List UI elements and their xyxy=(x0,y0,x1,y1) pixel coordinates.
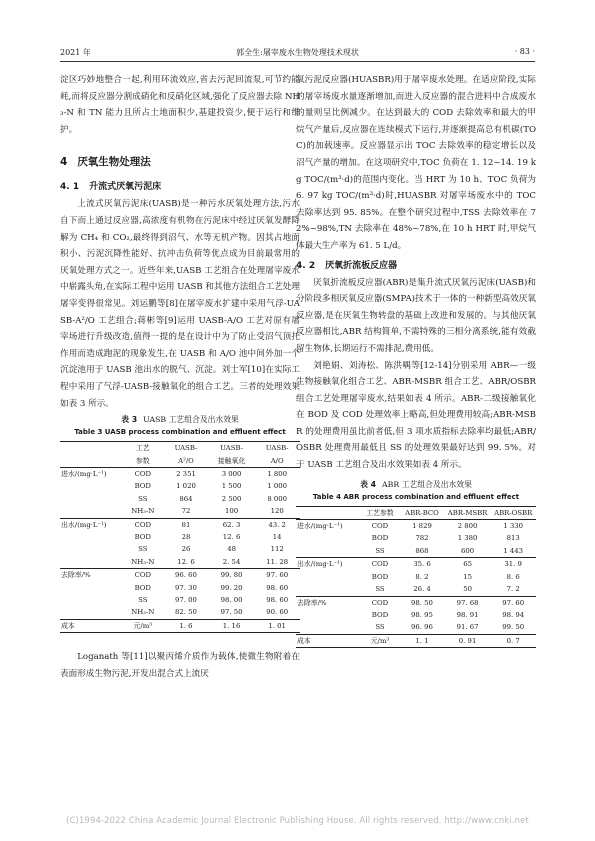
value-cell: 97. 50 xyxy=(220,608,243,617)
value-cell: 3 000 xyxy=(221,469,242,478)
table4-title: ABR 工艺组合及出水效果 xyxy=(382,479,472,489)
row-group-label: 出水/(mg·L⁻¹) xyxy=(60,518,122,531)
header-title: 郭全生:屠宰废水生物处理技术现状 xyxy=(236,48,359,57)
value-cell: 96. 60 xyxy=(163,569,209,582)
param-cell: BOD xyxy=(134,532,151,541)
value-cell: 35. 6 xyxy=(399,558,445,571)
table-row xyxy=(60,518,300,531)
value-cell: 91. 67 xyxy=(456,623,479,632)
row-group-blank xyxy=(60,505,122,518)
value-cell: 2 800 xyxy=(457,522,478,531)
row-group-blank xyxy=(60,594,122,606)
table-row xyxy=(60,569,300,582)
header-rule xyxy=(60,61,535,62)
table-row xyxy=(296,621,536,634)
header-blank-cell xyxy=(60,442,122,468)
row-group-blank xyxy=(296,583,361,596)
param-cell: COD xyxy=(134,469,152,478)
value-cell: 98. 00 xyxy=(220,595,243,604)
param-cell: COD xyxy=(122,569,163,582)
paragraph-abr: 厌氧折流板反应器(ABR)是集升流式厌氧污泥床(UASB)和分阶段多相厌氧反应器(SMPA)技术于一体的一种新型高效厌氧反应器,是在厌氧生物转盘的基础上改进和发展的。与其他厌氧反应器相比,ABR 结构简单,不需特殊的三相分离系统,能有效截留生物体,长期运行不需排泥,费用低。 xyxy=(296,277,536,354)
running-header xyxy=(60,47,535,61)
value-cell: 98. 95 xyxy=(411,610,433,619)
header-process-cell: ABR-MSBR xyxy=(445,506,491,519)
left-column xyxy=(60,72,300,682)
row-group-blank xyxy=(60,582,122,594)
param-cell: NH₃-N xyxy=(131,507,155,516)
row-group-blank xyxy=(296,532,361,544)
param-cell: COD xyxy=(371,522,389,531)
value-cell: 1 443 xyxy=(503,546,524,555)
value-cell: 98. 94 xyxy=(502,610,525,619)
param-cell: SS xyxy=(375,585,385,594)
table-row xyxy=(296,596,536,609)
table-row xyxy=(296,558,536,571)
value-cell: 1. 16 xyxy=(209,619,255,632)
subsection-number: 4. 1 xyxy=(60,182,80,193)
value-cell: 62. 3 xyxy=(209,518,255,531)
value-cell: 1. 6 xyxy=(163,619,209,632)
value-cell: 82. 50 xyxy=(175,608,197,617)
value-cell: 72 xyxy=(181,507,191,516)
param-cell: BOD xyxy=(134,482,151,491)
value-cell: 98. 50 xyxy=(399,596,445,609)
header-process-cell: ABR-OSBR xyxy=(490,506,536,519)
subsection-title: 厌氧折流板反应器 xyxy=(325,260,398,271)
value-cell: 99. 80 xyxy=(209,569,255,582)
table-row xyxy=(296,545,536,558)
value-cell: 1 829 xyxy=(412,522,432,531)
table-row xyxy=(296,571,536,583)
param-cell: 元/m³ xyxy=(361,634,399,647)
value-cell: 1. 1 xyxy=(399,634,445,647)
table4 xyxy=(296,506,536,648)
value-cell: 99. 50 xyxy=(502,623,525,632)
value-cell: 2 351 xyxy=(176,469,196,478)
row-group-label: 去除率/% xyxy=(60,569,122,582)
right-column xyxy=(296,72,536,648)
row-group-blank xyxy=(60,531,122,543)
paragraph-loganath: Loganath 等[11]以聚丙烯介质作为载体,使微生物附着在表面形成生物污泥,开发出混合式上流厌 xyxy=(60,652,300,679)
value-cell: 864 xyxy=(179,494,193,503)
row-group-label: 出水/(mg·L⁻¹) xyxy=(296,558,361,571)
param-cell: BOD xyxy=(134,583,151,592)
param-cell: COD xyxy=(361,558,399,571)
value-cell: 112 xyxy=(270,545,284,554)
header-process-cell: UASB- A²/O xyxy=(163,442,209,468)
value-cell: 99. 20 xyxy=(220,583,243,592)
table-row xyxy=(296,532,536,544)
header-year: 2021 年 xyxy=(60,48,91,57)
value-cell: 1 330 xyxy=(503,522,524,531)
table-row xyxy=(60,594,300,606)
table3-number: 表 3 xyxy=(121,415,138,425)
header-page-number: · 83 · xyxy=(514,47,535,56)
value-cell: 813 xyxy=(506,534,520,543)
subsection-title: 升流式厌氧污泥床 xyxy=(89,182,162,193)
table3-caption xyxy=(60,414,300,425)
row-group-blank xyxy=(296,545,361,558)
table3-title: UASB 工艺组合及出水效果 xyxy=(143,415,239,425)
value-cell: 97. 68 xyxy=(445,596,491,609)
header-process-cell: ABR-BCO xyxy=(399,506,445,519)
value-cell: 96. 96 xyxy=(411,623,433,632)
value-cell: 1 020 xyxy=(176,482,196,491)
value-cell: 97. 00 xyxy=(175,595,197,604)
table4-caption xyxy=(296,479,536,490)
row-group-blank xyxy=(60,606,122,619)
table-row xyxy=(60,556,300,569)
value-cell: 868 xyxy=(415,546,429,555)
param-cell: SS xyxy=(138,494,148,503)
table-row xyxy=(296,520,536,533)
value-cell: 28 xyxy=(181,532,191,541)
table-row xyxy=(60,480,300,492)
row-group-blank xyxy=(296,571,361,583)
table3-caption-en: Table 3 UASB process combination and effluent effect xyxy=(74,428,286,437)
param-cell: COD xyxy=(361,596,399,609)
subsection-heading-4-2 xyxy=(296,258,536,274)
value-cell: 1 800 xyxy=(267,469,288,478)
param-cell: BOD xyxy=(371,534,389,543)
value-cell: 98. 60 xyxy=(266,583,289,592)
param-cell: NH₃-N xyxy=(131,557,155,566)
value-cell: 0. 91 xyxy=(445,634,491,647)
row-group-blank xyxy=(60,480,122,492)
value-cell: 26 xyxy=(181,545,191,554)
value-cell: 98. 60 xyxy=(266,595,289,604)
header-param-cell: 工艺 参数 xyxy=(122,442,163,468)
value-cell: 600 xyxy=(461,546,475,555)
table-header-row xyxy=(60,442,300,468)
value-cell: 15 xyxy=(463,572,472,581)
section-number: 4 xyxy=(60,156,68,169)
param-cell: SS xyxy=(138,545,148,554)
value-cell: 14 xyxy=(272,532,282,541)
param-cell: COD xyxy=(122,518,163,531)
value-cell: 12. 6 xyxy=(177,557,195,566)
value-cell: 1 380 xyxy=(457,534,478,543)
table-header-row xyxy=(296,506,536,519)
value-cell: 8. 2 xyxy=(415,572,429,581)
value-cell: 100 xyxy=(225,507,239,516)
value-cell: 1 500 xyxy=(221,482,242,491)
value-cell: 8 000 xyxy=(267,494,288,503)
value-cell: 90. 60 xyxy=(266,608,289,617)
table-row xyxy=(60,543,300,555)
table-row xyxy=(296,609,536,621)
value-cell: 782 xyxy=(415,534,429,543)
row-group-blank xyxy=(296,609,361,621)
value-cell: 50 xyxy=(463,585,472,594)
header-process-cell: UASB- A/O xyxy=(254,442,300,468)
value-cell: 81 xyxy=(163,518,209,531)
header-blank-cell xyxy=(296,506,361,519)
header-process-cell: UASB- 接触氧化 xyxy=(209,442,255,468)
value-cell: 97. 30 xyxy=(175,583,197,592)
value-cell: 120 xyxy=(270,507,284,516)
value-cell: 26. 4 xyxy=(413,585,431,594)
subsection-heading-4-1 xyxy=(60,179,300,195)
row-group-blank xyxy=(60,493,122,505)
table-row xyxy=(296,583,536,596)
table-row xyxy=(60,505,300,518)
row-group-label: 进水/(mg·L⁻¹) xyxy=(297,522,343,531)
subsection-number: 4. 2 xyxy=(296,260,316,271)
value-cell: 2. 54 xyxy=(222,557,241,566)
value-cell: 31. 9 xyxy=(490,558,536,571)
paragraph-uasb: 上流式厌氧污泥床(UASB)是一种污水厌氧处理方法,污水自下而上通过反应器,高浓度有机物在污泥床中经过厌氧发酵降解为 CH₄ 和 CO₂,最终得到沼气、水等无机产物。因其占地面积小、污泥沉降性能好、抗冲击负荷等优点成为目前最常用的厌氧处理方式之一。近些年来,UASB 工艺组合在处理屠宰废水中崭露头角,在实际工程中运用 UASB 和其他方法组合工艺处理屠宰变得很常见。刘运鹏等[8]在屠宰废水扩建中采用气浮-UASB-A²/O 工艺组合;蒋彬等[9]运用 UASB-A/O 工艺对原有屠宰场进行升级改造,值得一提的是在设计中为了防止受沼气顶托作用而造成跑泥的现象发生,在 UASB 和 A/O 池中间外加一个沉淀池用于 UASB 池出水的脱气、沉淀。刘士军[10]在实际工程中采用了气浮-UASB-接触氧化的组合工艺。三者的处理效果如表 3 所示。 xyxy=(60,199,300,409)
table-row xyxy=(60,619,300,632)
value-cell: 65 xyxy=(445,558,491,571)
param-cell: SS xyxy=(375,546,385,555)
param-cell: SS xyxy=(375,623,385,632)
value-cell: 1. 01 xyxy=(254,619,300,632)
value-cell: 11. 28 xyxy=(266,557,289,566)
value-cell: 0. 7 xyxy=(490,634,536,647)
copyright-footer: (C)1994-2022 China Academic Journal Electronic Publishing House. All rights reserved. http://www.cnki.net xyxy=(66,815,529,825)
paragraph-abr-results: 刘艳娟、刘涛松、陈洪喁等[12-14]分别采用 ABR—一级生物接触氧化组合工艺、ABR-MSBR 组合工艺、ABR/OSBR 组合工艺处理屠宰废水,结果如表 4 所示。ABR-二级接触氧化在 BOD 及 COD 处理效率上略高,但处理费用较高;ABR-MSBR 的处理费用虽比前者低,但 3 项水质指标去除率均最低;ABR/OSBR 处理费用最低且 SS 的处理效果最好达到 99. 5%。对于 UASB 工艺组合及出水效果如表 4 所示。 xyxy=(296,360,536,471)
section-heading-4 xyxy=(60,154,300,170)
value-cell: 98. 91 xyxy=(456,610,479,619)
section-title: 厌氧生物处理法 xyxy=(77,156,151,169)
row-group-label: 进水/(mg·L⁻¹) xyxy=(61,469,107,478)
row-group-blank xyxy=(60,543,122,555)
table-row xyxy=(60,531,300,543)
value-cell: 97. 60 xyxy=(254,569,300,582)
table4-caption-en: Table 4 ABR process combination and effluent effect xyxy=(312,492,520,501)
value-cell: 1 000 xyxy=(267,482,288,491)
row-group-label: 成本 xyxy=(296,634,361,647)
table-row xyxy=(60,467,300,480)
value-cell: 48 xyxy=(227,545,236,554)
table-row xyxy=(60,582,300,594)
value-cell: 12. 6 xyxy=(222,532,241,541)
table-row xyxy=(60,493,300,505)
param-cell: BOD xyxy=(371,610,389,619)
param-cell: BOD xyxy=(371,572,389,581)
value-cell: 97. 60 xyxy=(490,596,536,609)
param-cell: NH₃-N xyxy=(131,608,155,617)
paragraph-huasbr: 氧污泥反应器(HUASBR)用于屠宰废水处理。在适应阶段,实际的屠宰场废水量逐渐增加,而进入反应器的混合进料中合成废水的量则呈比例减少。在达到最大的 COD 去除效率和最大的甲烷气产量后,反应器在连续模式下运行,并逐渐提高总有机碳(TOC)的加载速率。反应器显示出 TOC 去除效率的稳定增长以及沼气产量的增加。在这项研究中,TOC 负荷在 1. 12~14. 19 kg TOC/(m³·d)的范围内变化。当 HRT 为 10 h、TOC 负荷为 6. 97 kg TOC/(m³·d)时,HUASBR 对屠宰场废水中的 TOC 去除率达到 95. 85%。在整个研究过程中,TSS 去除效率在 72%~98%,TN 去除率在 48%~78%,在 10 h HRT 时,甲烷气体最大生产率为 61. 5 L/d。 xyxy=(296,75,536,251)
param-cell: SS xyxy=(138,595,148,604)
param-cell: 元/m³ xyxy=(122,619,163,632)
paragraph-intro: 淀区巧妙地整合一起,利用环流效应,省去污泥回流泵,可节约能耗,而将反应器分割成硝化和反硝化区域,强化了反应器去除 NH₃-N 和 TN 能力且所占土地面积少,基建投资少,便于运行和维护。 xyxy=(60,75,300,135)
table-row xyxy=(60,606,300,619)
row-group-label: 成本 xyxy=(60,619,122,632)
value-cell: 8. 6 xyxy=(506,572,520,581)
row-group-blank xyxy=(60,556,122,569)
value-cell: 7. 2 xyxy=(506,585,520,594)
row-group-label: 去除率/% xyxy=(296,596,361,609)
value-cell: 2 500 xyxy=(221,494,242,503)
row-group-blank xyxy=(296,621,361,634)
table4-number: 表 4 xyxy=(360,479,377,489)
table-row xyxy=(296,634,536,647)
value-cell: 43. 2 xyxy=(254,518,300,531)
table3 xyxy=(60,441,300,633)
header-param-cell: 工艺参数 xyxy=(361,506,399,519)
